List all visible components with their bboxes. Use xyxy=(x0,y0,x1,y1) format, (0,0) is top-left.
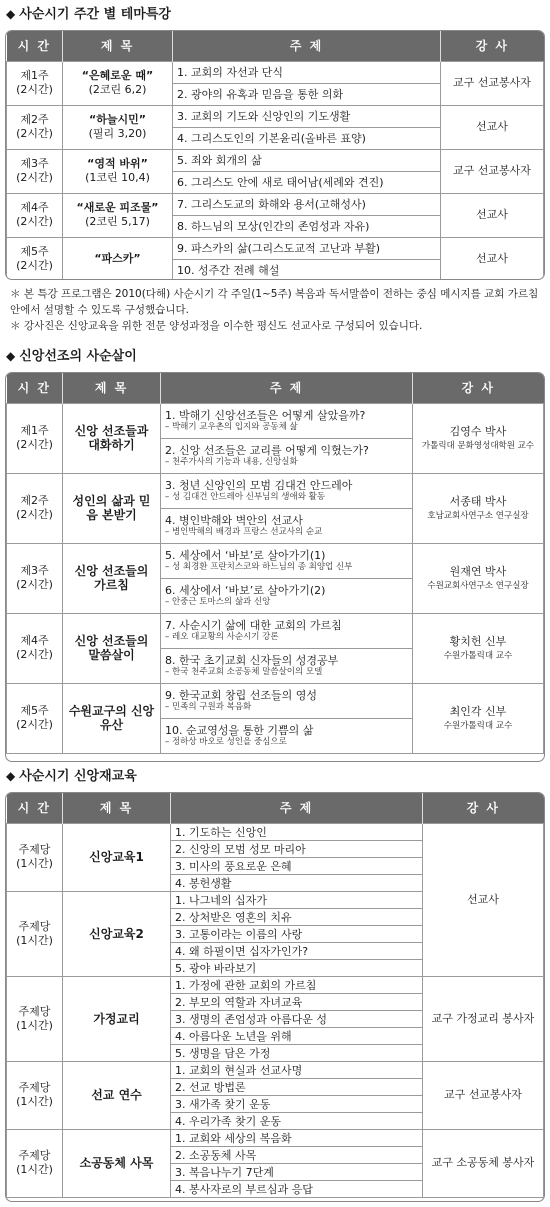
diamond-bullet-icon: ◆ xyxy=(6,349,16,363)
speaker-cell: 선교사 xyxy=(441,193,544,237)
col-header-title: 제 목 xyxy=(63,373,161,403)
speaker-cell: 서종태 박사 호남교회사연구소 연구실장 xyxy=(413,473,544,543)
topic-cell: 2. 신앙 선조들은 교리를 어떻게 익혔는가? – 천주가사의 기능과 내용, 신앙실화 xyxy=(161,438,413,473)
week-cell: 제5주 (2시간) xyxy=(7,683,63,753)
topic-cell: 3. 새가족 찾기 운동 xyxy=(171,1095,423,1112)
theme-cell: 신앙 선조들의 말씀살이 xyxy=(63,613,161,683)
speaker-cell: 교구 선교봉사자 xyxy=(441,149,544,193)
topic-cell: 3. 고통이라는 이름의 사랑 xyxy=(171,925,423,942)
topic-cell: 9. 한국교회 창립 선조들의 영성 – 민족의 구원과 복음화 xyxy=(161,683,413,718)
section2-table xyxy=(5,372,545,762)
theme-cell: “새로운 피조물” (2코린 5,17) xyxy=(63,193,173,237)
topic-cell: 2. 신앙의 모범 성모 마리아 xyxy=(171,840,423,857)
theme-cell: 신앙교육2 xyxy=(63,891,171,976)
topic-cell: 10. 성주간 전례 해설 xyxy=(173,259,441,280)
topic-cell: 3. 청년 신앙인의 모범 김대건 안드레아 – 성 김대건 안드레아 신부님의 생애와 활동 xyxy=(161,473,413,508)
topic-cell: 2. 부모의 역할과 자녀교육 xyxy=(171,993,423,1010)
theme-cell: 가정교리 xyxy=(63,976,171,1061)
topic-cell: 5. 광야 바라보기 xyxy=(171,959,423,976)
time-cell: 주제당 (1시간) xyxy=(7,1061,63,1129)
topic-cell: 2. 소공동체 사목 xyxy=(171,1146,423,1163)
theme-cell: 소공동체 사목 xyxy=(63,1129,171,1197)
theme-cell: 선교 연수 xyxy=(63,1061,171,1129)
week-cell: 제4주 (2시간) xyxy=(7,613,63,683)
speaker-cell: 최인각 신부 수원가톨릭대 교수 xyxy=(413,683,544,753)
diamond-bullet-icon: ◆ xyxy=(6,769,16,783)
theme-cell: 신앙 선조들과 대화하기 xyxy=(63,403,161,473)
section1-title-text: 사순시기 주간 별 테마특강 xyxy=(19,7,171,22)
topic-cell: 1. 나그네의 십자가 xyxy=(171,891,423,908)
topic-cell: 10. 순교영성을 통한 기쁨의 삶 – 정하상 바오로 성인을 중심으로 xyxy=(161,718,413,753)
theme-cell: 성인의 삶과 믿음 본받기 xyxy=(63,473,161,543)
col-header-speaker: 강 사 xyxy=(413,373,544,403)
col-header-speaker: 강 사 xyxy=(441,31,544,61)
notes xyxy=(10,286,542,334)
topic-cell: 2. 선교 방법론 xyxy=(171,1078,423,1095)
time-cell: 주제당 (1시간) xyxy=(7,823,63,891)
topic-cell: 4. 봉사자로의 부르심과 응답 xyxy=(171,1180,423,1197)
week-cell: 제5주 (2시간) xyxy=(7,237,63,280)
topic-cell: 2. 광야의 유혹과 믿음을 통한 의화 xyxy=(173,83,441,105)
topic-cell: 6. 세상에서 ‘바보’로 살아가기(2) – 안중근 토마스의 삶과 신앙 xyxy=(161,578,413,613)
topic-cell: 9. 파스카의 삶(그리스도교적 고난과 부활) xyxy=(173,237,441,259)
topic-cell: 4. 우리가족 찾기 운동 xyxy=(171,1112,423,1129)
week-cell: 제4주 (2시간) xyxy=(7,193,63,237)
col-header-title: 제 목 xyxy=(63,31,173,61)
section2-title-text: 신앙선조의 사순살이 xyxy=(19,349,137,364)
theme-cell: 신앙교육1 xyxy=(63,823,171,891)
section1-table xyxy=(5,30,545,280)
speaker-cell: 선교사 xyxy=(441,237,544,280)
topic-cell: 5. 죄와 회개의 삶 xyxy=(173,149,441,171)
topic-cell: 3. 미사의 풍요로운 은혜 xyxy=(171,857,423,874)
theme-cell: 수원교구의 신앙유산 xyxy=(63,683,161,753)
topic-cell: 1. 가정에 관한 교회의 가르침 xyxy=(171,976,423,993)
speaker-cell: 김영수 박사 가톨릭대 문화영성대학원 교수 xyxy=(413,403,544,473)
week-cell: 제1주 (2시간) xyxy=(7,61,63,105)
topic-cell: 3. 교회의 기도와 신앙인의 기도생활 xyxy=(173,105,441,127)
theme-cell: 신앙 선조들의 가르침 xyxy=(63,543,161,613)
week-cell: 제3주 (2시간) xyxy=(7,149,63,193)
topic-cell: 2. 상처받은 영혼의 치유 xyxy=(171,908,423,925)
note-line: ＊ 강사진은 신앙교육을 위한 전문 양성과정을 이수한 평신도 선교사로 구성되어 있습니다. xyxy=(10,320,423,332)
topic-cell: 5. 생명을 담은 가정 xyxy=(171,1044,423,1061)
topic-cell: 3. 생명의 존엄성과 아름다운 성 xyxy=(171,1010,423,1027)
speaker-cell: 교구 선교봉사자 xyxy=(441,61,544,105)
time-cell: 주제당 (1시간) xyxy=(7,1129,63,1197)
note-line: ＊ 본 특강 프로그램은 2010(다해) 사순시기 각 주일(1~5주) 복음과 독서말씀이 전하는 중심 메시지를 교회 가르침 안에서 설명할 수 있도록 구성했습니다. xyxy=(10,288,539,316)
section1-title xyxy=(6,4,171,24)
topic-cell: 1. 박해기 신앙선조들은 어떻게 살았을까? – 박해기 교우촌의 입지와 공동체 삶 xyxy=(161,403,413,438)
section3-table xyxy=(5,792,545,1202)
theme-cell: “하늘시민” (필리 3,20) xyxy=(63,105,173,149)
topic-cell: 1. 기도하는 신앙인 xyxy=(171,823,423,840)
week-cell: 제1주 (2시간) xyxy=(7,403,63,473)
theme-cell: “은혜로운 때” (2코린 6,2) xyxy=(63,61,173,105)
col-header-topic: 주 제 xyxy=(171,793,423,823)
col-header-topic: 주 제 xyxy=(161,373,413,403)
col-header-speaker: 강 사 xyxy=(423,793,544,823)
week-cell: 제3주 (2시간) xyxy=(7,543,63,613)
speaker-cell: 교구 선교봉사자 xyxy=(423,1061,544,1129)
topic-cell: 4. 그리스도인의 기본윤리(올바른 표양) xyxy=(173,127,441,149)
time-cell: 주제당 (1시간) xyxy=(7,976,63,1061)
col-header-time: 시 간 xyxy=(7,373,63,403)
topic-cell: 8. 하느님의 모상(인간의 존엄성과 자유) xyxy=(173,215,441,237)
topic-cell: 1. 교회의 현실과 선교사명 xyxy=(171,1061,423,1078)
section2-title xyxy=(6,346,137,366)
topic-cell: 4. 왜 하필이면 십자가인가? xyxy=(171,942,423,959)
section3-title-text: 사순시기 신앙재교육 xyxy=(19,769,137,784)
topic-cell: 4. 병인박해와 벽안의 선교사 – 병인박해의 배경과 프랑스 선교사의 순교 xyxy=(161,508,413,543)
topic-cell: 1. 교회의 자선과 단식 xyxy=(173,61,441,83)
col-header-topic: 주 제 xyxy=(173,31,441,61)
week-cell: 제2주 (2시간) xyxy=(7,105,63,149)
topic-cell: 5. 세상에서 ‘바보’로 살아가기(1) – 성 최경환 프란치스코와 하느님의 종 최양업 신부 xyxy=(161,543,413,578)
topic-cell: 6. 그리스도 안에 새로 태어남(세례와 견진) xyxy=(173,171,441,193)
topic-cell: 7. 사순시기 삶에 대한 교회의 가르침 – 레오 대교황의 사순시기 강론 xyxy=(161,613,413,648)
week-cell: 제2주 (2시간) xyxy=(7,473,63,543)
theme-cell: “영적 바위” (1코린 10,4) xyxy=(63,149,173,193)
speaker-cell: 원재연 박사 수원교회사연구소 연구실장 xyxy=(413,543,544,613)
speaker-cell: 선교사 xyxy=(441,105,544,149)
topic-cell: 4. 아름다운 노년을 위해 xyxy=(171,1027,423,1044)
topic-cell: 8. 한국 초기교회 신자들의 성경공부 – 한국 천주교회 소공동체 말씀살이의 모델 xyxy=(161,648,413,683)
col-header-time: 시 간 xyxy=(7,793,63,823)
speaker-cell: 교구 가정교리 봉사자 xyxy=(423,976,544,1061)
section3-title xyxy=(6,766,137,786)
speaker-cell: 황치헌 신부 수원가톨릭대 교수 xyxy=(413,613,544,683)
col-header-title: 제 목 xyxy=(63,793,171,823)
topic-cell: 3. 복음나누기 7단계 xyxy=(171,1163,423,1180)
speaker-cell: 교구 소공동체 봉사자 xyxy=(423,1129,544,1197)
theme-cell: “파스카” xyxy=(63,237,173,280)
topic-cell: 4. 봉헌생활 xyxy=(171,874,423,891)
diamond-bullet-icon: ◆ xyxy=(6,7,16,21)
topic-cell: 1. 교회와 세상의 복음화 xyxy=(171,1129,423,1146)
topic-cell: 7. 그리스도교의 화해와 용서(고해성사) xyxy=(173,193,441,215)
time-cell: 주제당 (1시간) xyxy=(7,891,63,976)
speaker-cell: 선교사 xyxy=(423,823,544,976)
col-header-time: 시 간 xyxy=(7,31,63,61)
